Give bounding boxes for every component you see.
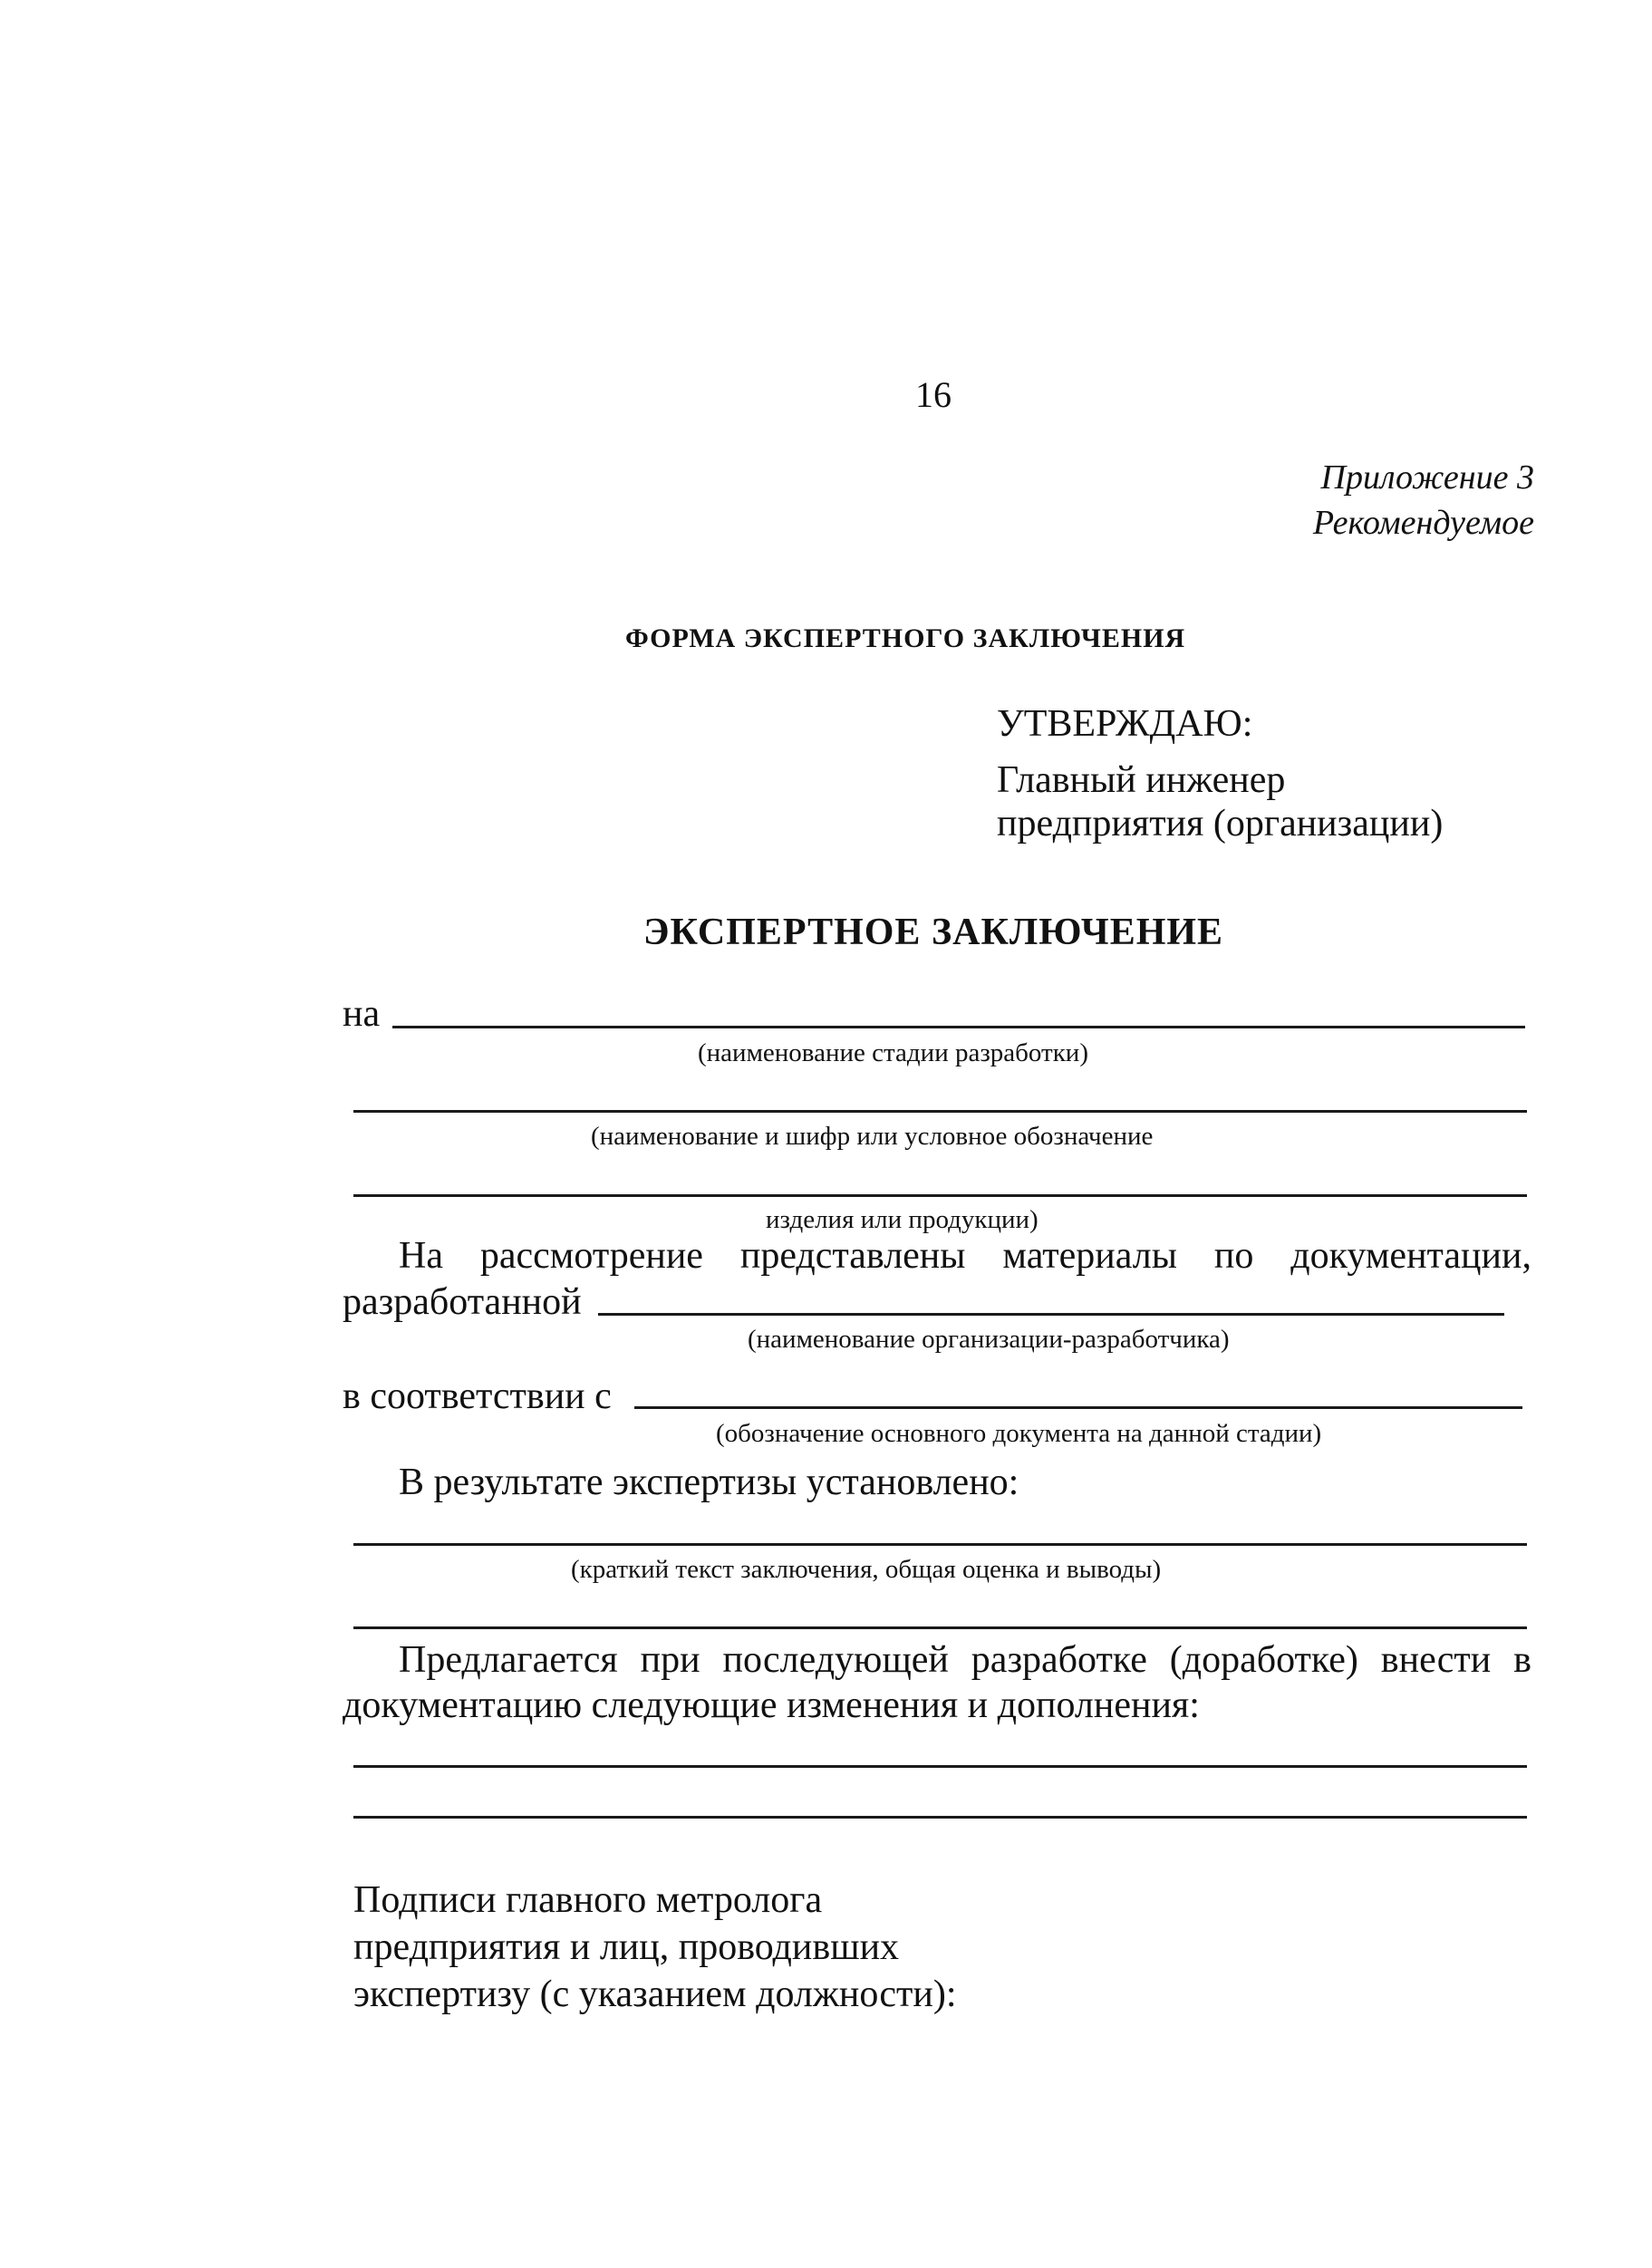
result-text: В результате экспертизы установлено:	[399, 1462, 1019, 1503]
appendix-status: Рекомендуемое	[1312, 504, 1534, 542]
page-number: 16	[915, 374, 952, 415]
signatures-line-1: Подписи главного метролога	[353, 1879, 823, 1921]
document-title: ЭКСПЕРТНОЕ ЗАКЛЮЧЕНИЕ	[643, 912, 1224, 953]
developer-hint: (наименование организации-разработчика)	[748, 1325, 1230, 1354]
stage-line	[392, 1026, 1525, 1028]
product-line-2	[353, 1194, 1527, 1197]
product-hint-1: (наименование и шифр или условное обозначение	[591, 1122, 1154, 1151]
proposal-line-2	[353, 1816, 1527, 1819]
basic-doc-line	[634, 1406, 1522, 1409]
developer-line	[598, 1313, 1504, 1316]
product-hint-2: изделия или продукции)	[766, 1205, 1039, 1234]
conclusion-line-2	[353, 1626, 1527, 1629]
proposal-text-2: документацию следующие изменения и дополнения:	[343, 1684, 1200, 1726]
stage-hint: (наименование стадии разработки)	[698, 1038, 1088, 1067]
conclusion-hint: (краткий текст заключения, общая оценка и выводы)	[571, 1555, 1162, 1584]
conclusion-line-1	[353, 1543, 1527, 1546]
materials-text: На рассмотрение представлены материалы по документации,	[399, 1235, 1531, 1277]
product-line-1	[353, 1110, 1527, 1113]
developed-label: разработанной	[343, 1281, 582, 1323]
accordance-label: в соответствии с	[343, 1375, 612, 1417]
approval-heading: УТВЕРЖДАЮ:	[997, 703, 1253, 745]
approval-position: Главный инженер	[997, 759, 1286, 801]
on-label: на	[343, 993, 381, 1035]
signatures-line-2: предприятия и лиц, проводивших	[353, 1926, 900, 1968]
appendix-label: Приложение 3	[1320, 458, 1534, 497]
proposal-text-1: Предлагается при последующей разработке (доработке) внести в	[399, 1639, 1531, 1681]
approval-organization: предприятия (организации)	[997, 803, 1444, 844]
form-title: ФОРМА ЭКСПЕРТНОГО ЗАКЛЮЧЕНИЯ	[625, 623, 1186, 653]
signatures-line-3: экспертизу (с указанием должности):	[353, 1974, 957, 2015]
basic-doc-hint: (обозначение основного документа на данной стадии)	[716, 1419, 1322, 1448]
proposal-line-1	[353, 1765, 1527, 1768]
